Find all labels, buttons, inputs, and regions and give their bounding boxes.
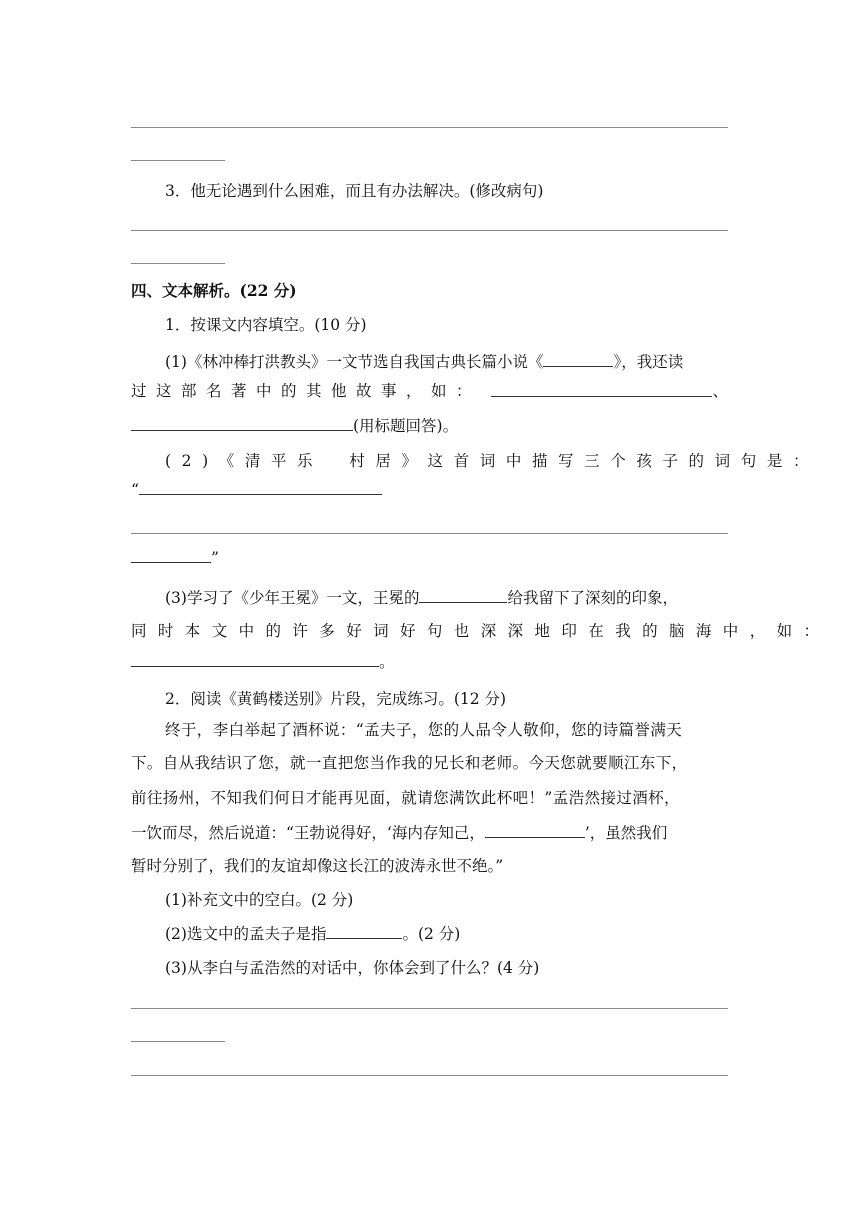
close-quote: ”	[211, 549, 219, 567]
answer-line-short[interactable]	[131, 1041, 225, 1042]
question-1-2-answer-end	[131, 546, 219, 569]
question-1-1-line2-text: 过这部名著中的其他故事，如：	[131, 382, 482, 400]
story-blank-1[interactable]	[491, 380, 712, 397]
question-1-2-answer-start	[131, 478, 382, 501]
story-blank-2[interactable]	[131, 414, 353, 431]
good-sentence-blank[interactable]	[131, 650, 379, 667]
passage-line-2: 下。自从我结识了您，就一直把您当作我的兄长和老师。今天您就要顺江东下，	[131, 754, 688, 772]
separator: 、	[712, 382, 728, 400]
sub-question-2	[165, 922, 460, 945]
question-1-1-line3-end: (用标题回答)。	[353, 417, 459, 435]
passage-line-3: 前往扬州，不知我们何日才能再见面，就请您满饮此杯吧！”孟浩然接过酒杯，	[131, 789, 680, 807]
section-4-title: 四、文本解析。(22 分)	[131, 281, 297, 300]
answer-line[interactable]	[131, 1008, 728, 1009]
question-3: 3．他无论遇到什么困难，而且有办法解决。(修改病句)	[165, 182, 544, 200]
wangmian-trait-blank[interactable]	[419, 586, 507, 603]
period: 。	[379, 653, 395, 671]
open-quote: “	[131, 481, 139, 499]
question-1-1-line3	[131, 414, 458, 437]
question-1-1-line2	[131, 380, 728, 402]
answer-line-short[interactable]	[131, 263, 225, 264]
sub-question-2-text-b: 。(2 分)	[402, 925, 461, 943]
question-1-2	[165, 450, 820, 472]
question-1-3	[165, 586, 678, 609]
answer-line[interactable]	[131, 230, 728, 231]
novel-title-blank[interactable]	[543, 350, 613, 367]
question-1-1-text-b: 》，我还读	[613, 353, 684, 371]
sub-question-1: (1)补充文中的空白。(2 分)	[165, 891, 354, 909]
question-1-1	[165, 350, 683, 373]
children-lines-blank[interactable]	[139, 478, 382, 495]
mengfuzi-blank[interactable]	[326, 922, 402, 939]
question-1-2-text: (2)《清平乐 村居》这首词中描写三个孩子的词句是：	[165, 452, 820, 470]
passage-line-5: 暂时分别了，我们的友谊却像这长江的波涛永世不绝。”	[131, 857, 504, 875]
answer-line[interactable]	[131, 127, 728, 128]
passage-line-1: 终于，李白举起了酒杯说：“孟夫子，您的人品令人敬仰，您的诗篇誉满天	[165, 721, 683, 739]
passage-line-4-a: 一饮而尽，然后说道：“王勃说得好，‘海内存知己，	[131, 824, 485, 842]
question-1-3-line2-text: 同时本文中的许多好词好句也深深地印在我的脑海中，如：	[131, 622, 831, 640]
passage-line-4	[131, 821, 667, 844]
answer-line-short[interactable]	[131, 160, 225, 161]
question-1-3-line3	[131, 650, 395, 673]
answer-line[interactable]	[131, 1075, 728, 1076]
children-lines-blank-end[interactable]	[131, 546, 211, 563]
sub-question-2-text-a: (2)选文中的孟夫子是指	[165, 925, 327, 943]
question-2-title: 2．阅读《黄鹤楼送别》片段，完成练习。(12 分)	[165, 690, 507, 708]
question-1-title: 1．按课文内容填空。(10 分)	[165, 316, 367, 334]
question-1-1-text-a: (1)《林冲棒打洪教头》一文节选自我国古典长篇小说《	[165, 353, 544, 371]
question-1-3-line2	[131, 620, 831, 642]
answer-line[interactable]	[131, 533, 728, 534]
poem-line-blank[interactable]	[485, 821, 585, 838]
question-1-3-text-a: (3)学习了《少年王冕》一文，王冕的	[165, 589, 420, 607]
passage-line-4-b: ’，虽然我们	[584, 824, 668, 842]
question-1-3-text-b: 给我留下了深刻的印象，	[507, 589, 678, 607]
sub-question-3: (3)从李白与孟浩然的对话中，你体会到了什么？(4 分)	[165, 959, 540, 977]
